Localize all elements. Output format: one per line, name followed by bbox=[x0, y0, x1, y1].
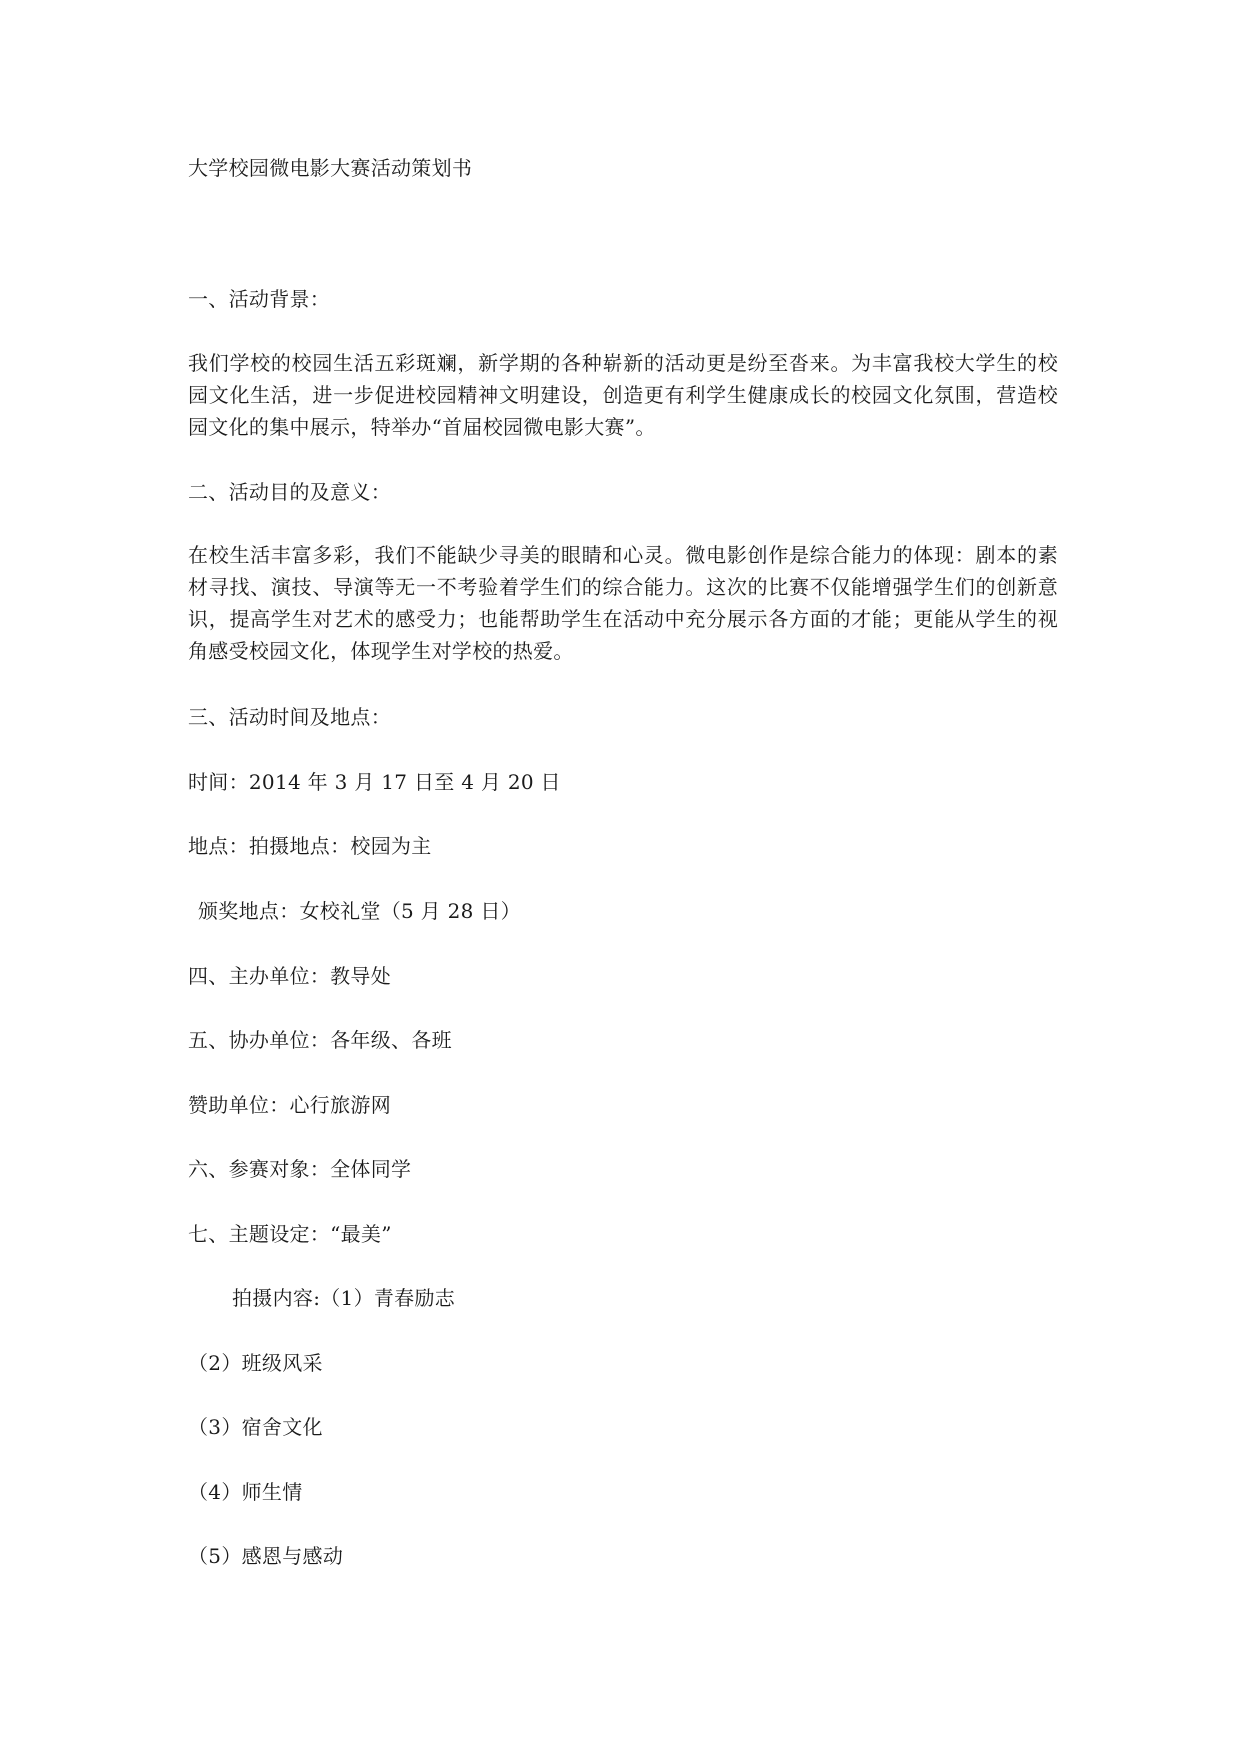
section-body-purpose: 在校生活丰富多彩，我们不能缺少寻美的眼睛和心灵。微电影创作是综合能力的体现：剧本的素材寻找、演技、导演等无一不考验着学生们的综合能力。这次的比赛不仅能增强学生们的创新意识，提高学生对艺术的感受力；也能帮助学生在活动中充分展示各方面的才能；更能从学生的视角感受校园文化，体现学生对学校的热爱。 bbox=[188, 543, 1058, 663]
section-heading-background: 一、活动背景： bbox=[188, 287, 331, 311]
award-location: 颁奖地点：女校礼堂（5 月 28 日） bbox=[198, 899, 521, 923]
section-heading-time-place: 三、活动时间及地点： bbox=[188, 705, 391, 729]
section-heading-purpose: 二、活动目的及意义： bbox=[188, 480, 391, 504]
shooting-location: 地点：拍摄地点：校园为主 bbox=[188, 834, 432, 858]
content-item: （2）班级风采 bbox=[188, 1351, 323, 1375]
content-item: （4）师生情 bbox=[188, 1480, 303, 1504]
section-heading-co-organizer: 五、协办单位：各年级、各班 bbox=[188, 1028, 452, 1052]
section-heading-organizer: 四、主办单位：教导处 bbox=[188, 964, 391, 988]
section-heading-theme: 七、主题设定：“最美” bbox=[188, 1222, 392, 1246]
content-item: （5）感恩与感动 bbox=[188, 1544, 344, 1568]
sponsor-line: 赞助单位：心行旅游网 bbox=[188, 1093, 391, 1117]
section-body-background: 我们学校的校园生活五彩斑斓，新学期的各种崭新的活动更是纷至沓来。为丰富我校大学生的校园文化生活，进一步促进校园精神文明建设，创造更有利学生健康成长的校园文化氛围，营造校园文化的集中展示，特举办“首届校园微电影大赛”。 bbox=[188, 351, 1058, 439]
document-title: 大学校园微电影大赛活动策划书 bbox=[188, 156, 473, 180]
section-heading-participants: 六、参赛对象：全体同学 bbox=[188, 1157, 412, 1181]
event-time: 时间：2014 年 3 月 17 日至 4 月 20 日 bbox=[188, 770, 561, 794]
content-item: （3）宿舍文化 bbox=[188, 1415, 323, 1439]
content-intro: 拍摄内容:（1）青春励志 bbox=[232, 1286, 456, 1310]
